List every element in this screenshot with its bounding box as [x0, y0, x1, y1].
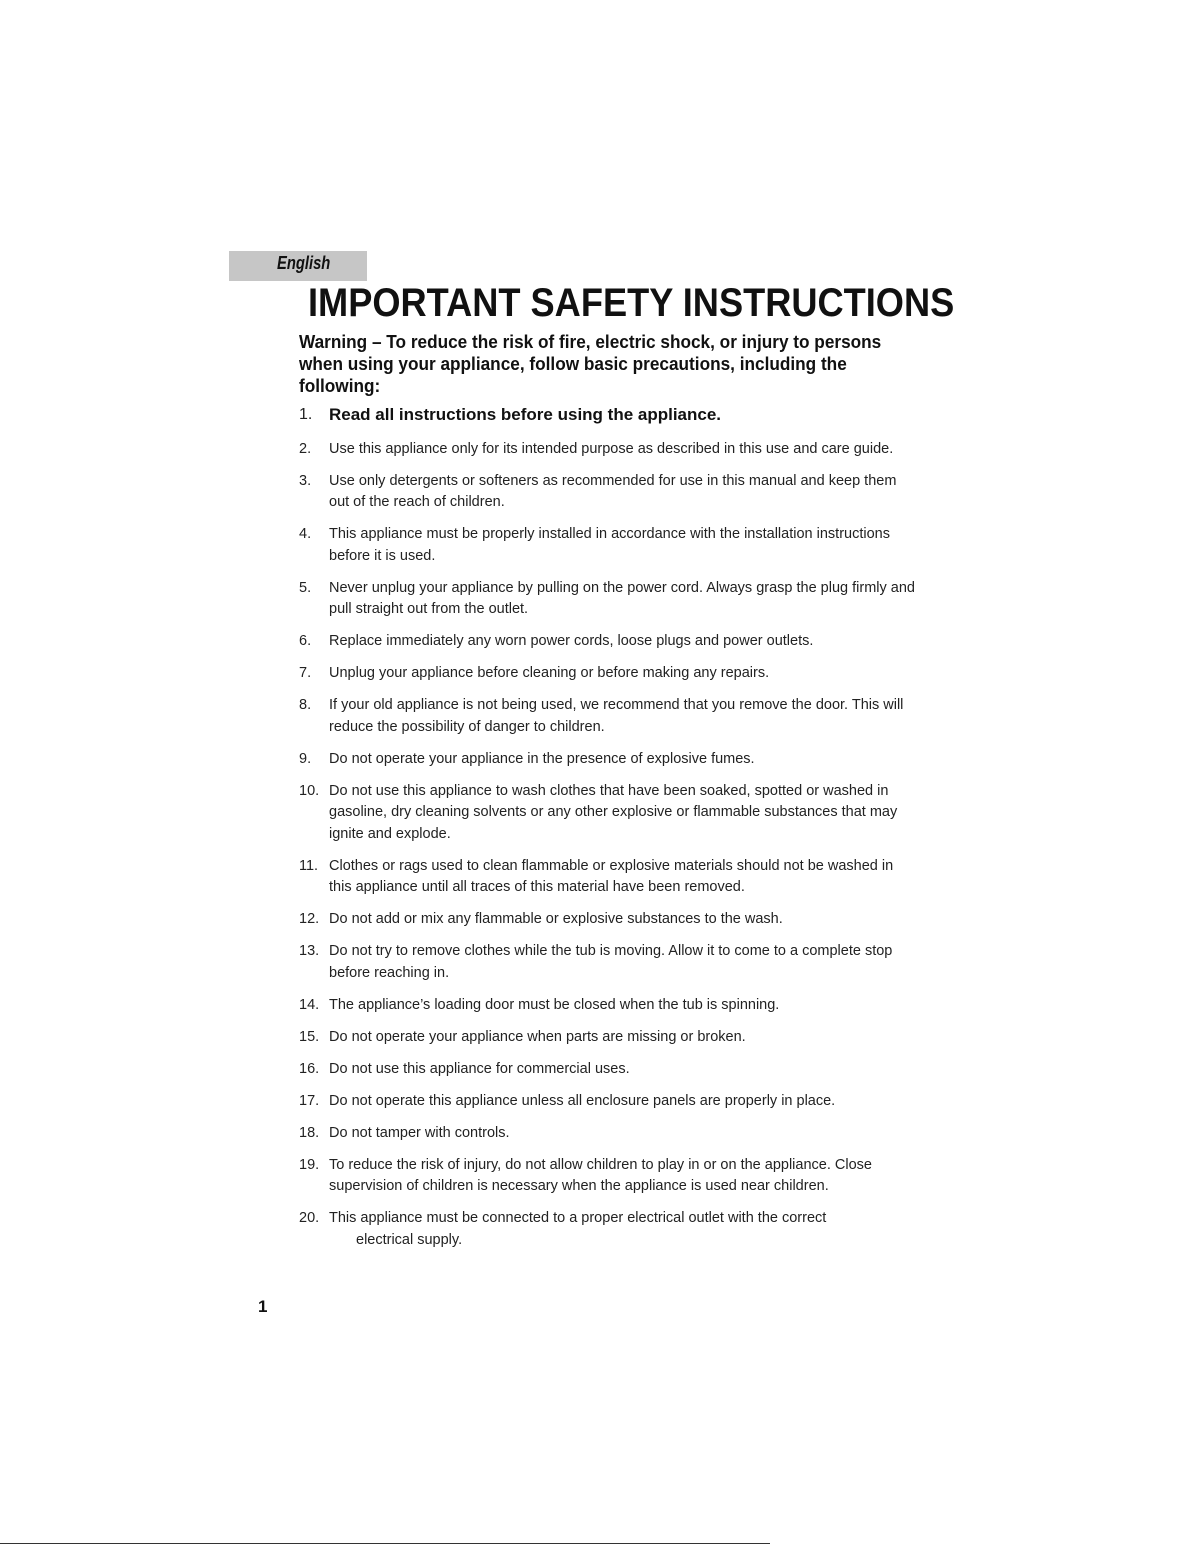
list-item: [299, 1155, 919, 1198]
item-number: 13.: [299, 943, 320, 959]
item-number: 5.: [299, 579, 312, 596]
item-number: 7.: [299, 665, 312, 681]
language-label: English: [277, 253, 331, 273]
item-number: 19.: [299, 1156, 320, 1173]
list-item: [299, 524, 919, 567]
list-item: [299, 663, 919, 685]
list-item: [299, 1091, 919, 1113]
item-text-continuation: electrical supply.: [356, 1231, 463, 1248]
safety-instructions-list: [299, 404, 919, 1262]
item-number: 4.: [299, 526, 312, 542]
list-item: [299, 941, 919, 984]
item-text: Never unplug your appliance by pulling on the power cord. Always grasp the plug firmly and pull straight out from the outlet.: [329, 579, 915, 617]
item-number: 3.: [299, 472, 312, 489]
list-item: [299, 1208, 919, 1251]
list-item: [299, 471, 919, 514]
item-text: Do not operate this appliance unless all enclosure panels are properly in place.: [329, 1092, 836, 1109]
item-text: Clothes or rags used to clean flammable or explosive materials should not be washed in this appliance until all traces of this material have been removed.: [329, 857, 894, 895]
item-text: Do not use this appliance to wash clothes that have been soaked, spotted or washed in gasoline, dry cleaning solvents or any other explosive or flammable substances that may ignite and explode.: [329, 782, 898, 842]
item-number: 17.: [299, 1092, 320, 1109]
list-item: [299, 781, 919, 846]
item-text: If your old appliance is not being used, we recommend that you remove the door. This will reduce the possibility of danger to children.: [329, 697, 904, 735]
item-text: Read all instructions before using the appliance.: [329, 405, 722, 424]
list-item: [299, 749, 919, 771]
item-text: To reduce the risk of injury, do not allow children to play in or on the appliance. Close supervision of children is necessary when the appliance is used near children.: [329, 1156, 872, 1194]
list-item: [299, 1123, 919, 1145]
item-text: Unplug your appliance before cleaning or before making any repairs.: [329, 665, 770, 681]
item-text: Do not operate your appliance in the presence of explosive fumes.: [329, 750, 755, 767]
item-number: 14.: [299, 996, 320, 1013]
language-tab: [229, 251, 367, 281]
list-item: [299, 856, 919, 899]
list-item: [299, 995, 919, 1017]
list-item: [299, 1027, 919, 1049]
item-text: Do not use this appliance for commercial uses.: [329, 1060, 630, 1077]
item-text: Do not tamper with controls.: [329, 1124, 510, 1141]
item-number: 16.: [299, 1060, 320, 1077]
item-number: 20.: [299, 1210, 320, 1226]
bottom-rule: [0, 1543, 770, 1544]
list-item: [299, 578, 919, 621]
warning-text: Warning – To reduce the risk of fire, electric shock, or injury to persons when using your appliance, follow basic precautions, including the following:: [299, 331, 882, 396]
item-text: Replace immediately any worn power cords, loose plugs and power outlets.: [329, 633, 814, 649]
item-text: The appliance’s loading door must be closed when the tub is spinning.: [329, 996, 780, 1013]
item-number: 8.: [299, 697, 312, 713]
item-text: This appliance must be connected to a proper electrical outlet with the correct: [329, 1210, 827, 1226]
item-number: 1.: [299, 406, 313, 423]
item-number: 9.: [299, 750, 312, 767]
item-text: Use only detergents or softeners as recommended for use in this manual and keep them out of the reach of children.: [329, 472, 897, 510]
item-number: 11.: [299, 857, 319, 874]
list-item: [299, 909, 919, 931]
item-text: This appliance must be properly installed in accordance with the installation instructions before it is used.: [329, 526, 890, 564]
item-number: 18.: [299, 1124, 320, 1141]
page-title: IMPORTANT SAFETY INSTRUCTIONS: [308, 281, 955, 325]
item-number: 6.: [299, 633, 312, 649]
item-text: Do not operate your appliance when parts are missing or broken.: [329, 1028, 746, 1045]
item-text: Use this appliance only for its intended purpose as described in this use and care guide.: [329, 440, 894, 457]
list-item: [299, 1059, 919, 1081]
list-item: [299, 439, 919, 461]
list-item: [299, 404, 919, 428]
item-text: Do not try to remove clothes while the tub is moving. Allow it to come to a complete stop before reaching in.: [329, 943, 893, 981]
item-number: 15.: [299, 1028, 320, 1045]
item-number: 12.: [299, 911, 320, 927]
list-item: [299, 695, 919, 738]
page-number: 1: [258, 1297, 268, 1316]
item-number: 10.: [299, 782, 320, 799]
item-text: Do not add or mix any flammable or explosive substances to the wash.: [329, 911, 783, 927]
list-item: [299, 631, 919, 653]
item-number: 2.: [299, 440, 312, 457]
